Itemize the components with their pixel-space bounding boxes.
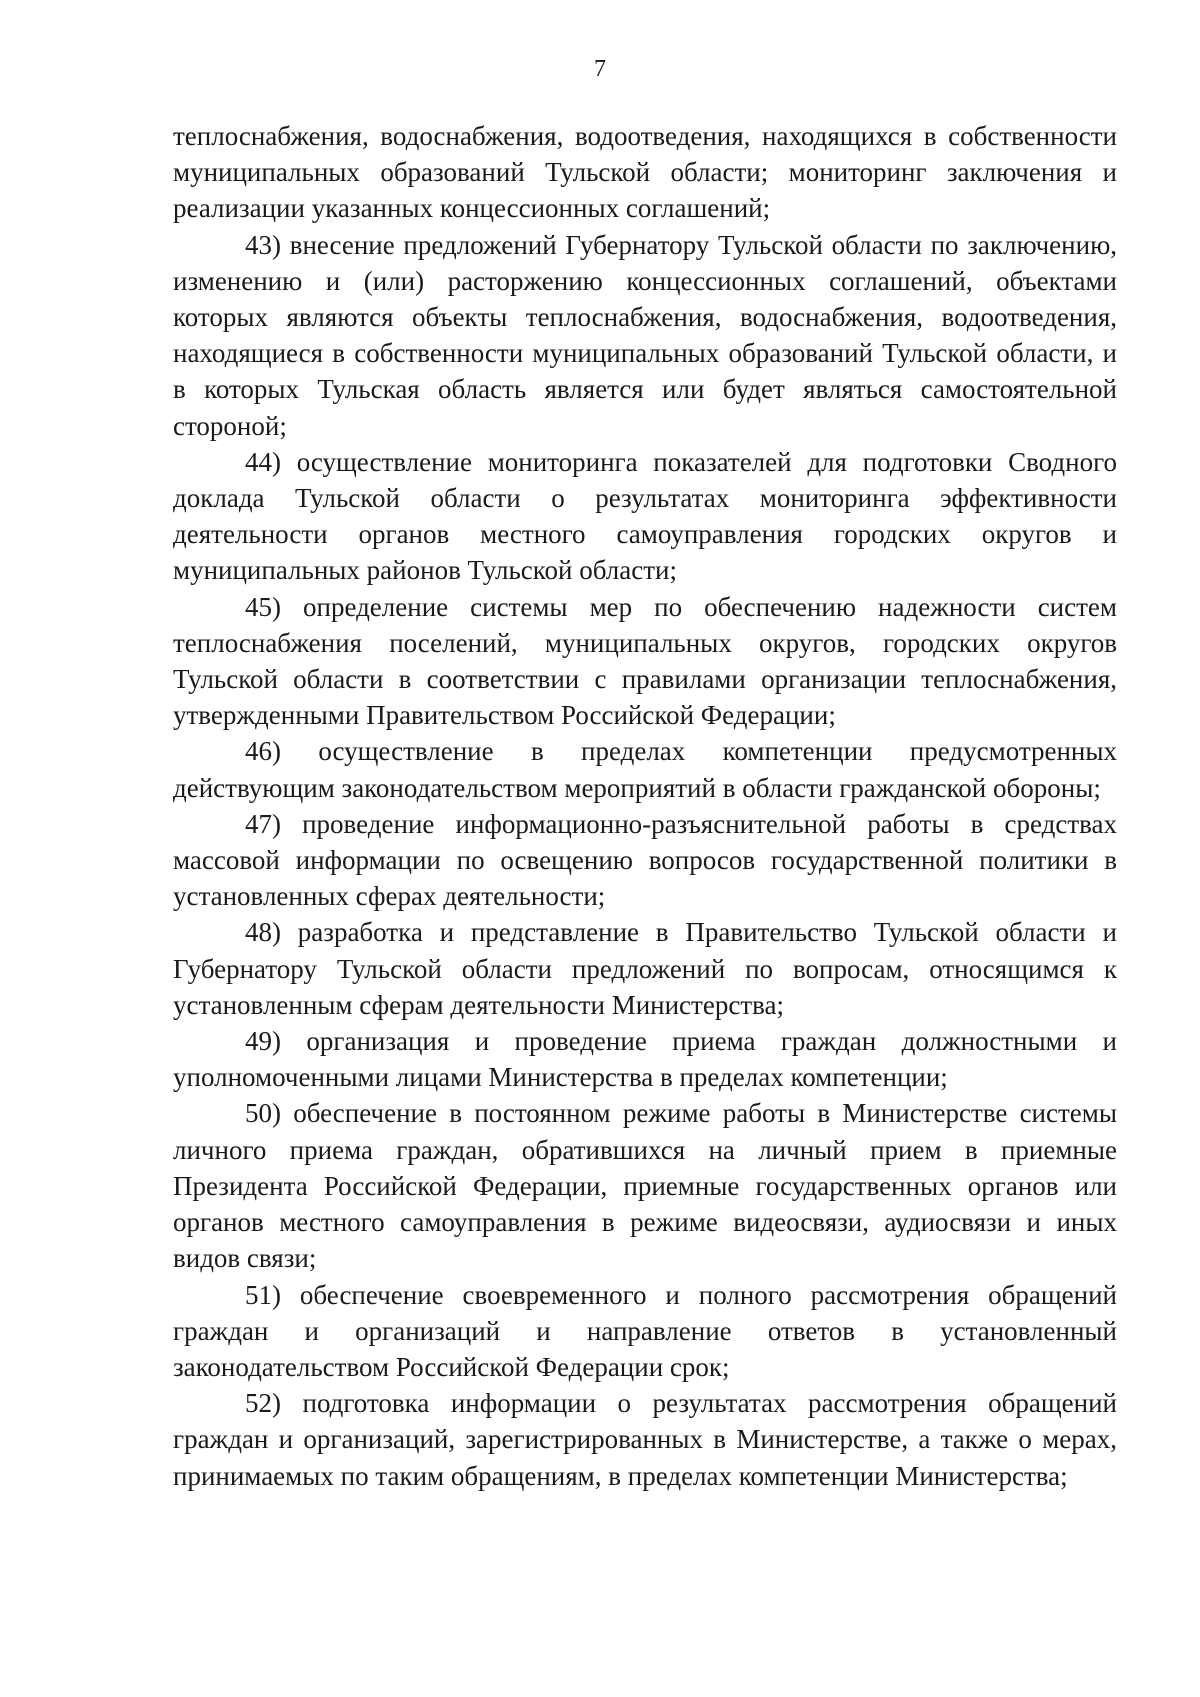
paragraph-item-47: 47) проведение информационно-разъяснительной работы в средствах массовой информации по освещению вопросов государственной политики в установленных сферах деятельности; bbox=[173, 808, 1117, 912]
paragraph-item-45: 45) определение системы мер по обеспечению надежности систем теплоснабжения поселений, муниципальных округов, городских округов Тульской области в соответствии с правилами организации теплоснабжения, утвержденными Правительством Российской Федерации; bbox=[173, 591, 1117, 731]
page-number: 7 bbox=[594, 56, 606, 82]
paragraph-item-52: 52) подготовка информации о результатах рассмотрения обращений граждан и организаций, зарегистрированных в Министерстве, а также о мерах, принимаемых по таким обращениям, в пределах компетенции Министерства; bbox=[173, 1388, 1117, 1491]
paragraph-item-43: 43) внесение предложений Губернатору Тульской области по заключению, изменению и (или) расторжению концессионных соглашений, объектами которых являются объекты теплоснабжения, водоснабжения, водоотведения, находящиеся в собственности муниципальных образований Тульской области, и в которых Тульская область является или будет являться самостоятельной стороной; bbox=[173, 229, 1117, 441]
document-body bbox=[173, 118, 1117, 1494]
paragraph-item-48: 48) разработка и представление в Правительство Тульской области и Губернатору Тульской области предложений по вопросам, относящимся к установленным сферам деятельности Министерства; bbox=[173, 917, 1117, 1020]
paragraph-item-46: 46) осуществление в пределах компетенции предусмотренных действующим законодательством мероприятий в области гражданской обороны; bbox=[173, 736, 1117, 803]
paragraph-item-44: 44) осуществление мониторинга показателей для подготовки Сводного доклада Тульской области о результатах мониторинга эффективности деятельности органов местного самоуправления городских округов и муниципальных районов Тульской области; bbox=[173, 446, 1117, 586]
paragraph-item-51: 51) обеспечение своевременного и полного рассмотрения обращений граждан и организаций и направление ответов в установленный законодательством Российской Федерации срок; bbox=[173, 1279, 1117, 1382]
paragraph-continuation: теплоснабжения, водоснабжения, водоотведения, находящихся в собственности муниципальных образований Тульской области; мониторинг заключения и реализации указанных концессионных соглашений; bbox=[173, 121, 1117, 224]
paragraph-item-50: 50) обеспечение в постоянном режиме работы в Министерстве системы личного приема граждан, обратившихся на личный прием в приемные Президента Российской Федерации, приемные государственных органов или органов местного самоуправления в режиме видеосвязи, аудиосвязи и иных видов связи; bbox=[173, 1098, 1117, 1274]
paragraph-item-49: 49) организация и проведение приема граждан должностными и уполномоченными лицами Министерства в пределах компетенции; bbox=[173, 1026, 1117, 1093]
